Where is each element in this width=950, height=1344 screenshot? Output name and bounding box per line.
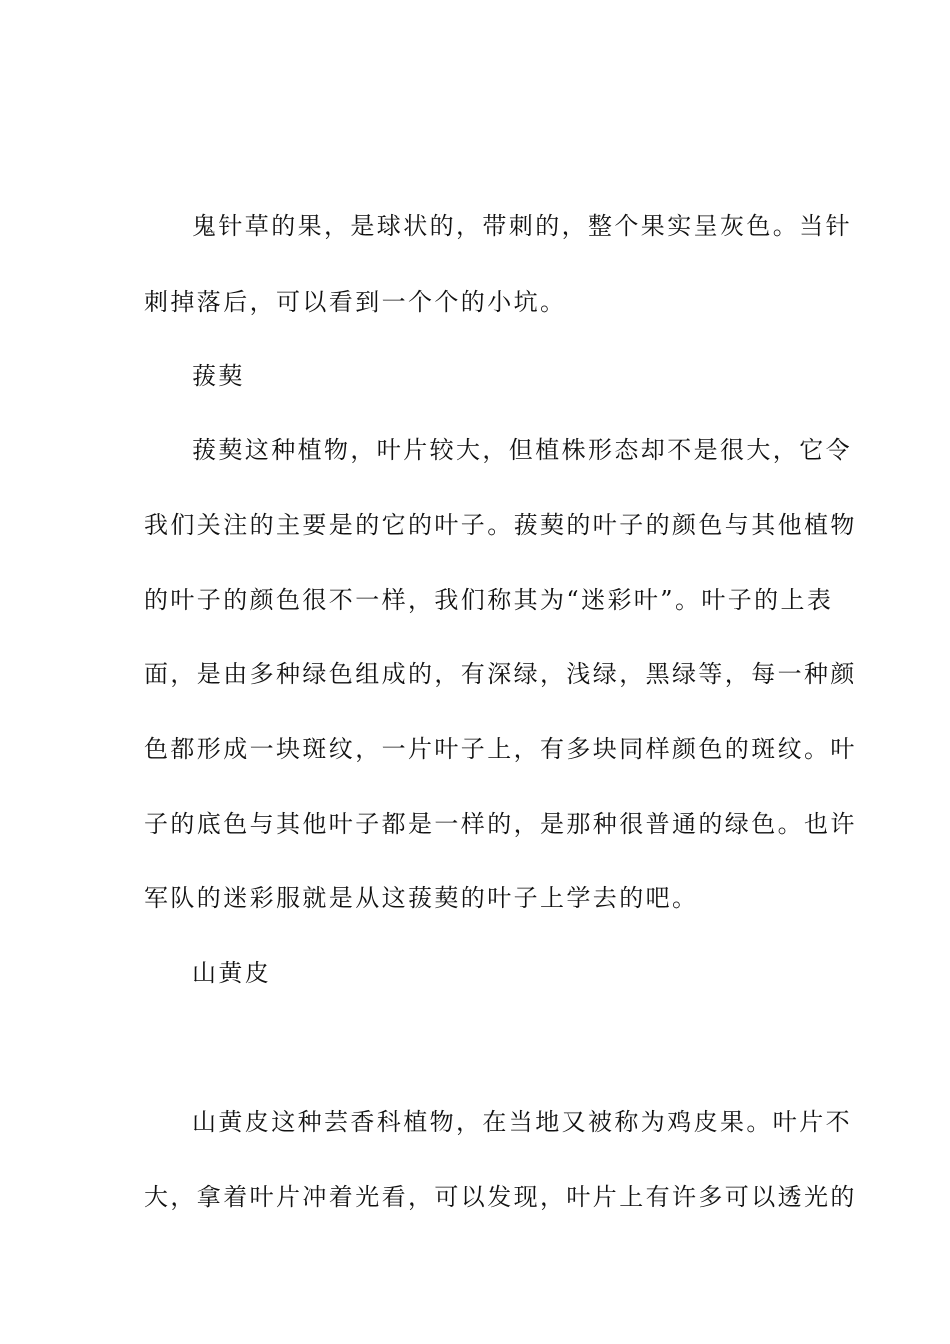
paragraph-line: 刺掉落后，可以看到一个个的小坑。: [144, 288, 567, 316]
section-heading: 山黄皮: [192, 959, 272, 987]
paragraph-line: 面，是由多种绿色组成的，有深绿，浅绿，黑绿等，每一种颜: [144, 660, 857, 688]
paragraph-line: 大，拿着叶片冲着光看，可以发现，叶片上有许多可以透光的: [144, 1183, 857, 1211]
paragraph-line: 菝葜这种植物，叶片较大，但植株形态却不是很大，它令: [192, 436, 852, 464]
paragraph-line: 我们关注的主要是的它的叶子。菝葜的叶子的颜色与其他植物: [144, 511, 857, 539]
paragraph-line: 鬼针草的果，是球状的，带刺的，整个果实呈灰色。当针: [192, 212, 852, 240]
paragraph-line: 军队的迷彩服就是从这菝葜的叶子上学去的吧。: [144, 884, 699, 912]
paragraph-line: 山黄皮这种芸香科植物，在当地又被称为鸡皮果。叶片不: [192, 1108, 852, 1136]
paragraph-line: 色都形成一块斑纹，一片叶子上，有多块同样颜色的斑纹。叶: [144, 735, 857, 763]
section-heading: 菝葜: [192, 362, 245, 390]
paragraph-line: 子的底色与其他叶子都是一样的，是那种很普通的绿色。也许: [144, 810, 857, 838]
paragraph-line: 的叶子的颜色很不一样，我们称其为“迷彩叶”。叶子的上表: [144, 586, 834, 614]
